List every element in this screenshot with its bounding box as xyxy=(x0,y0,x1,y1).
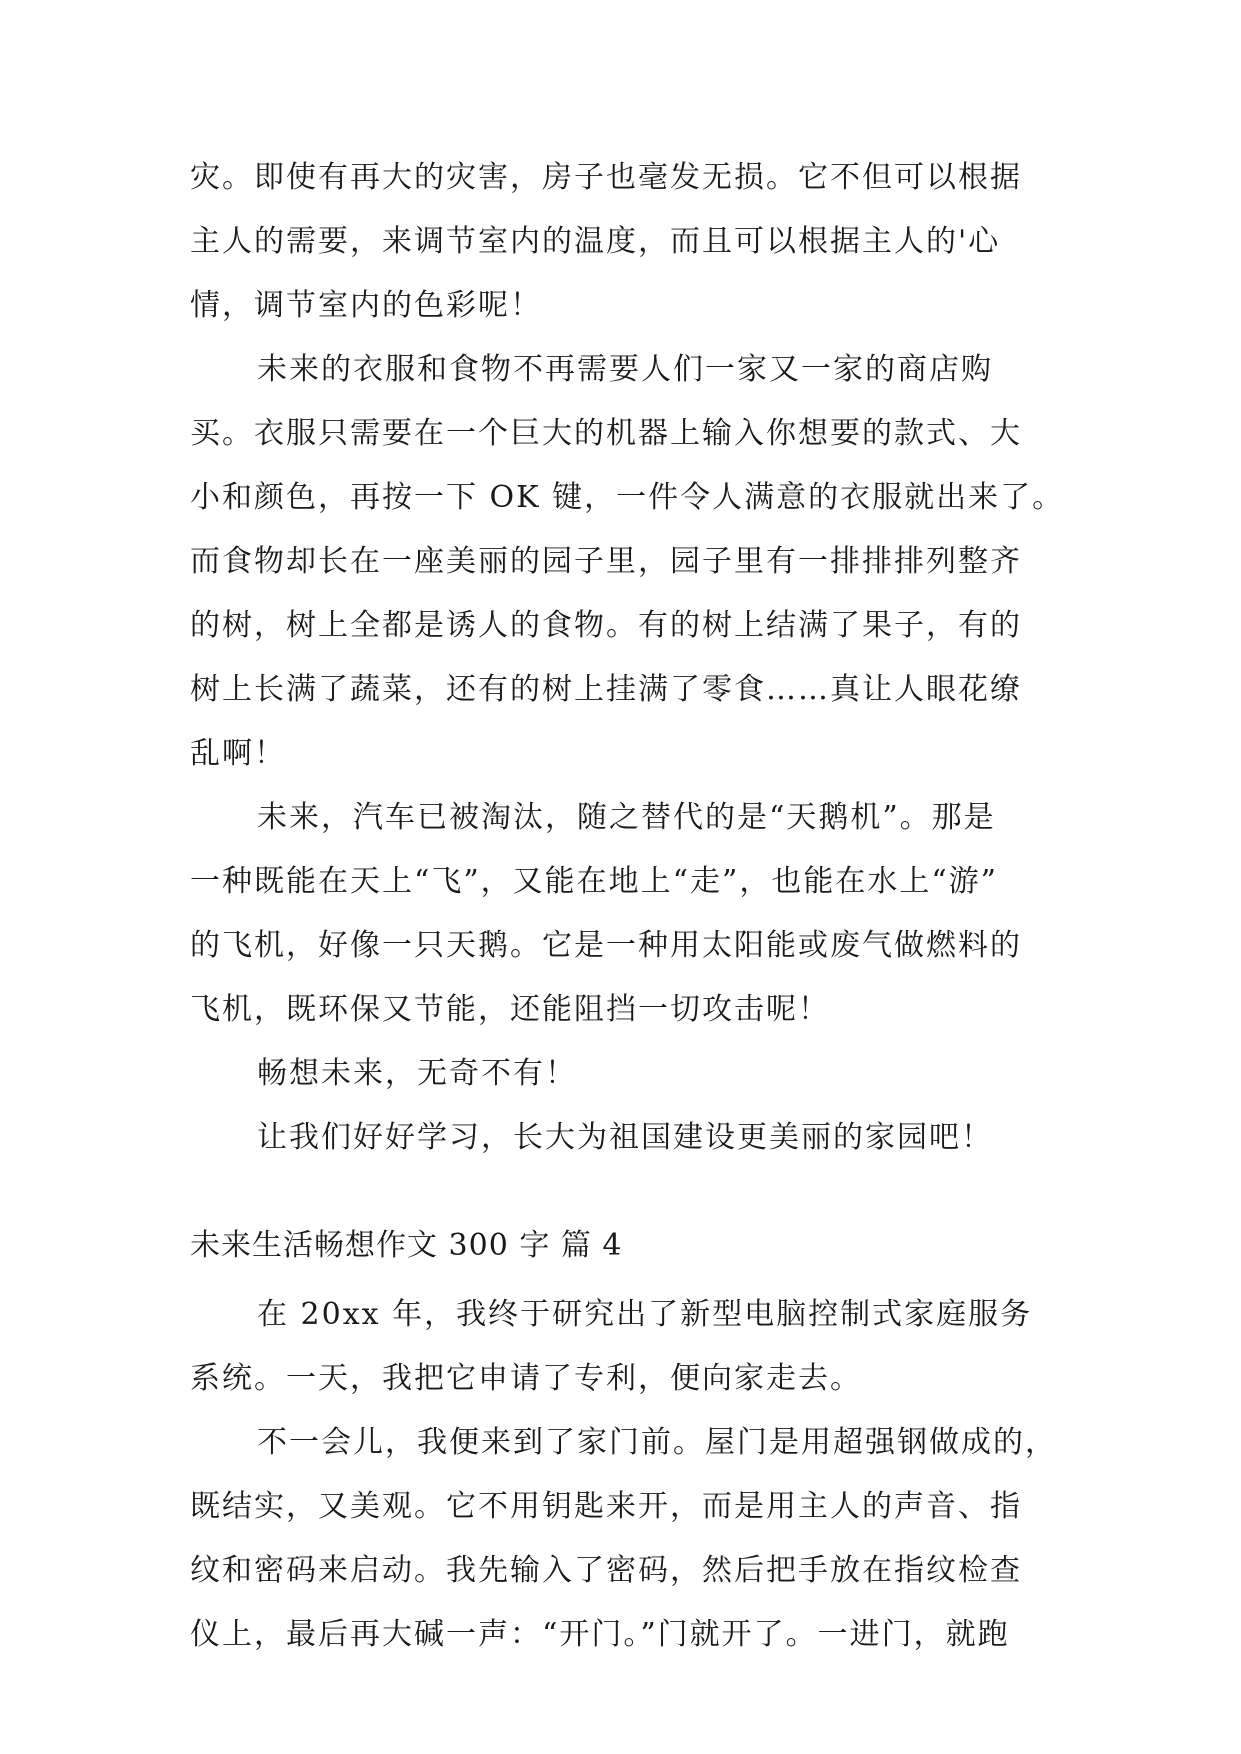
paragraph-line: 而食物却长在一座美丽的园子里，园子里有一排排排列整齐 xyxy=(190,544,1022,579)
paragraph-line: 树上长满了蔬菜，还有的树上挂满了零食……真让人眼花缭 xyxy=(190,672,1022,707)
paragraph-line: 既结实，又美观。它不用钥匙来开，而是用主人的声音、指 xyxy=(190,1489,1022,1524)
paragraph-line: 系统。一天，我把它申请了专利，便向家走去。 xyxy=(190,1361,862,1396)
paragraph-line: 一种既能在天上“飞”，又能在地上“走”，也能在水上“游” xyxy=(190,864,999,899)
paragraph-line: 让我们好好学习，长大为祖国建设更美丽的家园吧！ xyxy=(257,1120,993,1155)
paragraph-line: 买。衣服只需要在一个巨大的机器上输入你想要的款式、大 xyxy=(190,416,1022,451)
paragraph-line: 未来，汽车已被淘汰，随之替代的是“天鹅机”。那是 xyxy=(257,800,996,835)
paragraph-line: 未来的衣服和食物不再需要人们一家又一家的商店购 xyxy=(257,352,993,387)
paragraph-line: 畅想未来，无奇不有！ xyxy=(257,1056,577,1091)
paragraph-line: 纹和密码来启动。我先输入了密码，然后把手放在指纹检查 xyxy=(190,1553,1022,1588)
paragraph-line: 飞机，既环保又节能，还能阻挡一切攻击呢！ xyxy=(190,992,830,1027)
paragraph-line: 不一会儿，我便来到了家门前。屋门是用超强钢做成的， xyxy=(257,1425,1057,1460)
paragraph-line: 主人的需要，来调节室内的温度，而且可以根据主人的'心 xyxy=(190,224,1001,259)
paragraph-line: 在 20xx 年，我终于研究出了新型电脑控制式家庭服务 xyxy=(257,1297,1033,1332)
paragraph-line: 的树，树上全都是诱人的食物。有的树上结满了果子，有的 xyxy=(190,608,1022,643)
paragraph-line: 仪上，最后再大碱一声：“开门。”门就开了。一进门，就跑 xyxy=(190,1617,1010,1652)
paragraph-line: 小和颜色，再按一下 OK 键，一件令人满意的衣服就出来了。 xyxy=(190,480,1065,515)
paragraph-line: 的飞机，好像一只天鹅。它是一种用太阳能或废气做燃料的 xyxy=(190,928,1022,963)
paragraph-line: 情，调节室内的色彩呢！ xyxy=(190,288,542,323)
paragraph-line: 灾。即使有再大的灾害，房子也毫发无损。它不但可以根据 xyxy=(190,160,1022,195)
paragraph-line: 乱啊！ xyxy=(190,736,286,771)
section-heading: 未来生活畅想作文 300 字 篇 4 xyxy=(190,1228,623,1263)
